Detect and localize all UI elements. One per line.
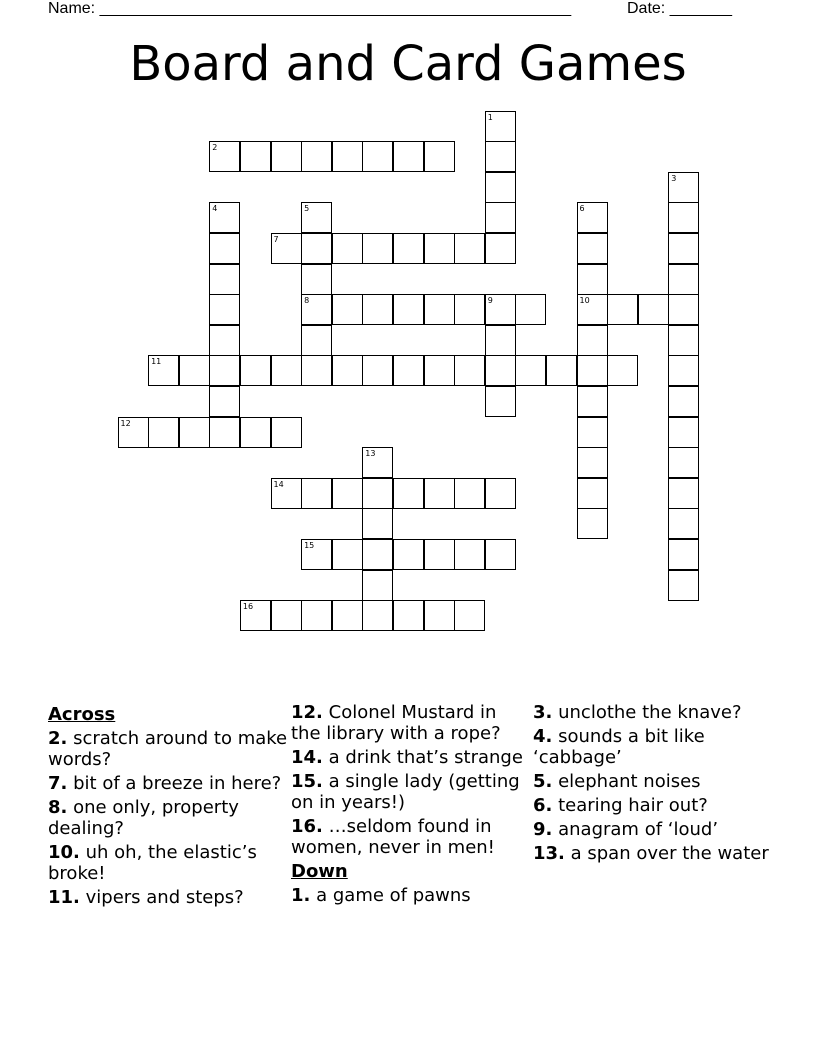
grid-cell[interactable] [577, 233, 608, 264]
page-title: Board and Card Games [129, 36, 687, 92]
grid-cell[interactable] [424, 141, 455, 172]
grid-cell[interactable] [301, 264, 332, 295]
grid-cell[interactable] [577, 202, 608, 233]
grid-cell[interactable] [668, 233, 699, 264]
grid-cell[interactable] [454, 294, 485, 325]
grid-cell[interactable] [638, 294, 669, 325]
clue-text: anagram of ‘loud’ [558, 819, 719, 840]
grid-cell[interactable] [209, 264, 240, 295]
grid-cell[interactable] [271, 141, 302, 172]
grid-cell[interactable] [332, 233, 363, 264]
clue-text: a game of pawns [316, 885, 471, 906]
across-heading: Across [48, 704, 116, 725]
clue-number: 14. [291, 747, 323, 768]
cell-number: 16 [242, 602, 254, 612]
grid-cell[interactable] [179, 355, 210, 386]
cell-number: 8 [304, 296, 310, 306]
name-field-label[interactable]: Name: _____________________________________________________ [48, 0, 572, 17]
grid-cell[interactable] [424, 600, 455, 631]
clue-number: 9. [533, 819, 553, 840]
cell-number: 4 [212, 204, 218, 214]
grid-cell[interactable] [577, 264, 608, 295]
grid-cell[interactable] [332, 141, 363, 172]
cell-number: 5 [304, 204, 310, 214]
grid-cell[interactable] [362, 355, 393, 386]
clue-number: 11. [48, 887, 80, 908]
grid-cell[interactable] [271, 478, 302, 509]
clue-number: 4. [533, 726, 553, 747]
grid-cell[interactable] [668, 294, 699, 325]
grid-cell[interactable] [362, 294, 393, 325]
cell-number: 2 [212, 143, 218, 153]
grid-cell[interactable] [485, 111, 516, 142]
grid-cell[interactable] [209, 355, 240, 386]
grid-cell[interactable] [240, 600, 271, 631]
clue-number: 12. [291, 702, 323, 723]
clue-text: vipers and steps? [85, 887, 244, 908]
grid-cell[interactable] [668, 539, 699, 570]
grid-cell[interactable] [485, 478, 516, 509]
grid-cell[interactable] [362, 447, 393, 478]
grid-cell[interactable] [577, 294, 608, 325]
grid-cell[interactable] [454, 600, 485, 631]
grid-cell[interactable] [485, 325, 516, 356]
grid-cell[interactable] [546, 355, 577, 386]
clue-text: elephant noises [558, 771, 701, 792]
grid-cell[interactable] [424, 294, 455, 325]
grid-cell[interactable] [362, 600, 393, 631]
clue-down-13 [533, 843, 773, 864]
date-field-label[interactable]: Date: _______ [627, 0, 732, 17]
grid-cell[interactable] [393, 600, 424, 631]
grid-cell[interactable] [454, 233, 485, 264]
clue-across-14 [291, 747, 531, 768]
grid-cell[interactable] [362, 508, 393, 539]
clue-number: 5. [533, 771, 553, 792]
grid-cell[interactable] [209, 294, 240, 325]
grid-cell[interactable] [577, 508, 608, 539]
grid-cell[interactable] [393, 478, 424, 509]
cell-number: 7 [273, 234, 279, 244]
grid-cell[interactable] [515, 294, 546, 325]
clue-column-1 [48, 702, 288, 911]
grid-cell[interactable] [240, 417, 271, 448]
grid-cell[interactable] [577, 325, 608, 356]
grid-cell[interactable] [301, 202, 332, 233]
clue-across-2 [48, 728, 288, 770]
grid-cell[interactable] [393, 294, 424, 325]
clue-number: 3. [533, 702, 553, 723]
grid-cell[interactable] [485, 355, 516, 386]
cell-number: 10 [579, 296, 590, 306]
grid-cell[interactable] [393, 141, 424, 172]
clue-down-5 [533, 771, 773, 792]
grid-cell[interactable] [485, 172, 516, 203]
clue-text: a drink that’s strange [328, 747, 523, 768]
grid-cell[interactable] [362, 539, 393, 570]
grid-cell[interactable] [515, 355, 546, 386]
cell-number: 1 [487, 112, 493, 122]
grid-cell[interactable] [668, 172, 699, 203]
grid-cell[interactable] [362, 570, 393, 601]
grid-cell[interactable] [668, 417, 699, 448]
grid-cell[interactable] [668, 386, 699, 417]
clue-down-1 [291, 885, 531, 906]
clue-number: 10. [48, 842, 80, 863]
grid-cell[interactable] [271, 355, 302, 386]
grid-cell[interactable] [332, 355, 363, 386]
grid-cell[interactable] [454, 355, 485, 386]
cell-number: 6 [579, 204, 585, 214]
clue-text: tearing hair out? [558, 795, 708, 816]
grid-cell[interactable] [209, 141, 240, 172]
grid-cell[interactable] [485, 202, 516, 233]
cell-number: 14 [273, 479, 284, 489]
clue-across-7 [48, 773, 288, 794]
grid-cell[interactable] [301, 325, 332, 356]
grid-cell[interactable] [362, 233, 393, 264]
clue-text: a span over the water [570, 843, 769, 864]
clue-text: a single lady (getting on in years!) [291, 771, 520, 813]
clue-number: 2. [48, 728, 68, 749]
clue-down-4 [533, 726, 773, 768]
cell-number: 12 [120, 418, 131, 428]
clue-across-16 [291, 816, 531, 858]
grid-cell[interactable] [148, 355, 179, 386]
grid-cell[interactable] [577, 355, 608, 386]
grid-cell[interactable] [301, 478, 332, 509]
grid-cell[interactable] [577, 417, 608, 448]
clue-number: 13. [533, 843, 565, 864]
grid-cell[interactable] [668, 508, 699, 539]
grid-cell[interactable] [393, 539, 424, 570]
clue-down-3 [533, 702, 773, 723]
clue-number: 15. [291, 771, 323, 792]
clue-number: 1. [291, 885, 311, 906]
grid-cell[interactable] [607, 355, 638, 386]
clue-down-6 [533, 795, 773, 816]
clue-across-10 [48, 842, 288, 884]
grid-cell[interactable] [485, 539, 516, 570]
grid-cell[interactable] [362, 141, 393, 172]
grid-cell[interactable] [485, 141, 516, 172]
clue-number: 16. [291, 816, 323, 837]
cell-number: 11 [151, 357, 162, 367]
clue-across-15 [291, 771, 531, 813]
grid-cell[interactable] [668, 478, 699, 509]
clue-across-8 [48, 797, 288, 839]
grid-cell[interactable] [454, 478, 485, 509]
grid-cell[interactable] [301, 600, 332, 631]
grid-cell[interactable] [424, 478, 455, 509]
grid-cell[interactable] [424, 355, 455, 386]
grid-cell[interactable] [485, 386, 516, 417]
grid-cell[interactable] [424, 539, 455, 570]
clue-across-11 [48, 887, 288, 908]
clue-text: Colonel Mustard in the library with a rope? [291, 702, 501, 744]
grid-cell[interactable] [301, 141, 332, 172]
grid-cell[interactable] [209, 386, 240, 417]
cell-number: 13 [365, 449, 376, 459]
grid-cell[interactable] [668, 325, 699, 356]
clue-text: uh oh, the elastic’s broke! [48, 842, 257, 884]
grid-cell[interactable] [271, 600, 302, 631]
clue-text: …seldom found in women, never in men! [291, 816, 495, 858]
grid-cell[interactable] [668, 264, 699, 295]
grid-cell[interactable] [577, 386, 608, 417]
grid-cell[interactable] [209, 202, 240, 233]
clue-number: 7. [48, 773, 68, 794]
grid-cell[interactable] [393, 355, 424, 386]
grid-cell[interactable] [485, 233, 516, 264]
grid-cell[interactable] [332, 600, 363, 631]
clue-text: unclothe the knave? [558, 702, 742, 723]
grid-cell[interactable] [332, 294, 363, 325]
grid-cell[interactable] [209, 325, 240, 356]
down-heading: Down [291, 861, 348, 882]
grid-cell[interactable] [668, 447, 699, 478]
grid-cell[interactable] [240, 355, 271, 386]
clue-column-3 [533, 702, 773, 867]
grid-cell[interactable] [668, 355, 699, 386]
grid-cell[interactable] [209, 233, 240, 264]
grid-cell[interactable] [271, 233, 302, 264]
clue-number: 8. [48, 797, 68, 818]
grid-cell[interactable] [485, 294, 516, 325]
clue-text: one only, property dealing? [48, 797, 239, 839]
grid-cell[interactable] [301, 233, 332, 264]
clue-text: scratch around to make words? [48, 728, 288, 770]
clue-down-9 [533, 819, 773, 840]
grid-cell[interactable] [577, 447, 608, 478]
grid-cell[interactable] [668, 570, 699, 601]
grid-cell[interactable] [301, 355, 332, 386]
grid-cell[interactable] [271, 417, 302, 448]
grid-cell[interactable] [577, 478, 608, 509]
cell-number: 3 [671, 173, 677, 183]
grid-cell[interactable] [393, 233, 424, 264]
grid-cell[interactable] [118, 417, 149, 448]
grid-cell[interactable] [301, 539, 332, 570]
grid-cell[interactable] [209, 417, 240, 448]
cell-number: 9 [487, 296, 493, 306]
grid-cell[interactable] [424, 233, 455, 264]
clue-number: 6. [533, 795, 553, 816]
grid-cell[interactable] [240, 141, 271, 172]
grid-cell[interactable] [668, 202, 699, 233]
grid-cell[interactable] [332, 478, 363, 509]
clue-across-12 [291, 702, 531, 744]
grid-cell[interactable] [301, 294, 332, 325]
cell-number: 15 [304, 540, 315, 550]
clue-text: bit of a breeze in here? [73, 773, 282, 794]
grid-cell[interactable] [332, 539, 363, 570]
grid-cell[interactable] [454, 539, 485, 570]
grid-cell[interactable] [607, 294, 638, 325]
clue-column-2 [291, 702, 531, 909]
grid-cell[interactable] [179, 417, 210, 448]
clue-text: sounds a bit like ‘cabbage’ [533, 726, 705, 768]
grid-cell[interactable] [148, 417, 179, 448]
grid-cell[interactable] [362, 478, 393, 509]
